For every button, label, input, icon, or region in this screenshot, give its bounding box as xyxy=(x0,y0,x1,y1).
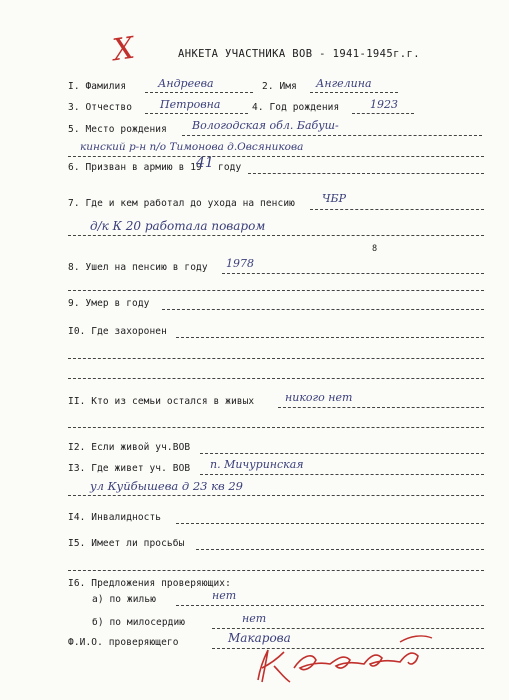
pension-line xyxy=(222,273,484,274)
lives-line-2 xyxy=(68,495,484,496)
died-line xyxy=(162,309,484,310)
lives-line-1 xyxy=(200,474,484,475)
drafted-line xyxy=(248,173,484,174)
family-line-2 xyxy=(68,427,484,428)
form-title: АНКЕТА УЧАСТНИКА ВОВ - 1941-1945г.г. xyxy=(178,48,420,60)
pension-label: 8. Ушел на пенсию в году xyxy=(68,262,208,273)
requests-line-1 xyxy=(196,549,484,550)
name-label: 2. Имя xyxy=(262,81,297,92)
lives-value-1: п. Мичуринская xyxy=(210,458,304,471)
surname-label: I. Фамилия xyxy=(68,81,127,92)
alive-label: I2. Если живой уч.ВОВ xyxy=(68,442,191,453)
requests-line-2 xyxy=(68,570,484,571)
proposals-label: I6. Предложения проверяющих: xyxy=(68,578,231,589)
pension-line-2 xyxy=(68,290,484,291)
work-side-number: 8 xyxy=(372,244,378,254)
surname-line xyxy=(145,92,253,93)
mercy-label: б) по милосердию xyxy=(92,617,186,628)
buried-label: I0. Где захоронен xyxy=(68,326,167,337)
birthyear-value: 1923 xyxy=(370,98,398,111)
family-label: II. Кто из семьи остался в живых xyxy=(68,396,255,407)
work-line-1 xyxy=(310,209,484,210)
family-line-1 xyxy=(278,407,484,408)
birthplace-label: 5. Место рождения xyxy=(68,124,167,135)
mercy-value: нет xyxy=(242,612,267,625)
work-value-2: д/к К 20 работала поваром xyxy=(90,219,266,233)
drafted-label: 6. Призван в армию в 19 xyxy=(68,162,202,173)
housing-line xyxy=(176,605,484,606)
lives-value-2: ул Куйбышева д 23 кв 29 xyxy=(90,479,243,493)
work-value-1: ЧБР xyxy=(322,192,346,205)
housing-value: нет xyxy=(212,589,237,602)
work-line-2 xyxy=(68,235,484,236)
birthplace-value-2: кинский р-н п/о Тимонова д.Овсяникова xyxy=(80,141,304,153)
drafted-label-suffix: году xyxy=(218,162,242,173)
requests-label: I5. Имеет ли просьбы xyxy=(68,538,185,549)
patronymic-value: Петровна xyxy=(160,98,221,111)
alive-line xyxy=(200,453,484,454)
buried-line-1 xyxy=(176,337,484,338)
drafted-value: 41 xyxy=(196,155,214,171)
birthyear-line xyxy=(352,113,414,114)
died-label: 9. Умер в году xyxy=(68,298,150,309)
birthplace-line-1 xyxy=(182,135,482,136)
family-value: никого нет xyxy=(285,391,353,404)
red-signature xyxy=(250,628,440,688)
red-x-mark: Х xyxy=(110,30,137,69)
lives-label: I3. Где живет уч. ВОВ xyxy=(68,463,191,474)
inspector-value: Макарова xyxy=(228,631,291,645)
birthyear-label: 4. Год рождения xyxy=(252,102,340,113)
inspector-label: Ф.И.О. проверяющего xyxy=(68,637,179,648)
disability-line xyxy=(176,523,484,524)
birthplace-line-2 xyxy=(68,156,484,157)
work-label: 7. Где и кем работал до ухода на пенсию xyxy=(68,198,295,209)
birthplace-value-1: Вологодская обл. Бабуш- xyxy=(192,119,339,132)
patronymic-line xyxy=(145,113,248,114)
patronymic-label: 3. Отчество xyxy=(68,102,133,113)
buried-line-3 xyxy=(68,378,484,379)
buried-line-2 xyxy=(68,358,484,359)
name-value: Ангелина xyxy=(316,77,372,90)
name-line xyxy=(310,92,398,93)
disability-label: I4. Инвалидность xyxy=(68,512,162,523)
surname-value: Андреева xyxy=(158,77,214,90)
housing-label: а) по жилью xyxy=(92,594,157,605)
pension-value: 1978 xyxy=(226,257,254,270)
